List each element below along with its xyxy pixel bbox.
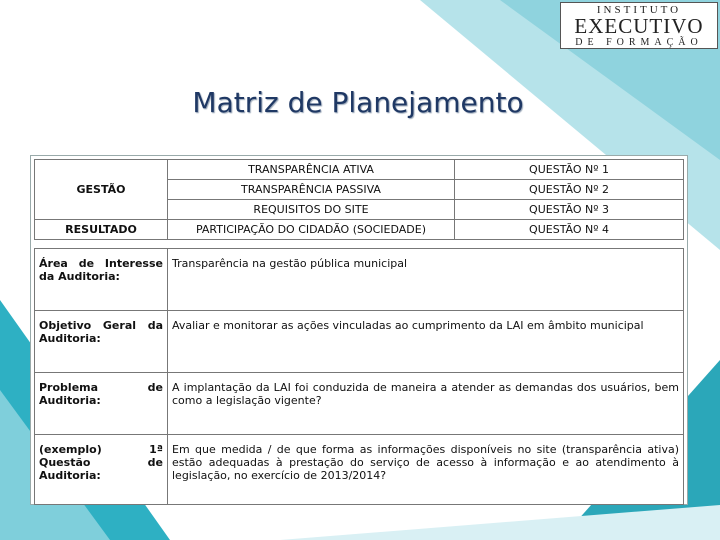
- row-label: Objetivo Geral da Auditoria:: [35, 311, 168, 373]
- logo-line-2: EXECUTIVO: [574, 14, 704, 38]
- table-row: [35, 435, 684, 505]
- institute-logo: [560, 2, 718, 49]
- gestao-label: GESTÃO: [35, 160, 168, 220]
- table-cell: QUESTÃO Nº 3: [455, 200, 684, 220]
- table-cell: QUESTÃO Nº 2: [455, 180, 684, 200]
- table-row: [35, 220, 684, 240]
- table-cell: QUESTÃO Nº 4: [455, 220, 684, 240]
- decorative-triangle-bottom-middle: [280, 505, 720, 540]
- logo-line-3: DE FORMAÇÃO: [575, 37, 703, 48]
- table-row: [35, 311, 684, 373]
- row-value: Avaliar e monitorar as ações vinculadas ao cumprimento da LAI em âmbito municipal: [168, 311, 684, 373]
- table-cell: PARTICIPAÇÃO DO CIDADÃO (SOCIEDADE): [168, 220, 455, 240]
- table-cell: TRANSPARÊNCIA ATIVA: [168, 160, 455, 180]
- table-cell: TRANSPARÊNCIA PASSIVA: [168, 180, 455, 200]
- table-row: [35, 249, 684, 311]
- row-value: Transparência na gestão pública municipal: [168, 249, 684, 311]
- logo-line-1: INSTITUTO: [596, 4, 682, 16]
- slide-title: Matriz de Planejamento: [192, 86, 524, 119]
- row-value: A implantação da LAI foi conduzida de maneira a atender as demandas dos usuários, bem como a legislação vigente?: [168, 373, 684, 435]
- table-row: [35, 160, 684, 180]
- row-label: Área de Interesse da Auditoria:: [35, 249, 168, 311]
- table-row: [35, 373, 684, 435]
- table-cell: QUESTÃO Nº 1: [455, 160, 684, 180]
- row-label: (exemplo) 1ª Questão de Auditoria:: [35, 435, 168, 505]
- planning-matrix: [30, 155, 688, 505]
- row-value: Em que medida / de que forma as informações disponíveis no site (transparência ativa) estão adequadas à prestação do serviço de acesso à informação e ao atendimento à legislação, no exercício de 2013/2014?: [168, 435, 684, 505]
- details-table: [34, 248, 684, 505]
- header-table: [34, 159, 684, 240]
- row-label: Problema de Auditoria:: [35, 373, 168, 435]
- resultado-label: RESULTADO: [35, 220, 168, 240]
- table-cell: REQUISITOS DO SITE: [168, 200, 455, 220]
